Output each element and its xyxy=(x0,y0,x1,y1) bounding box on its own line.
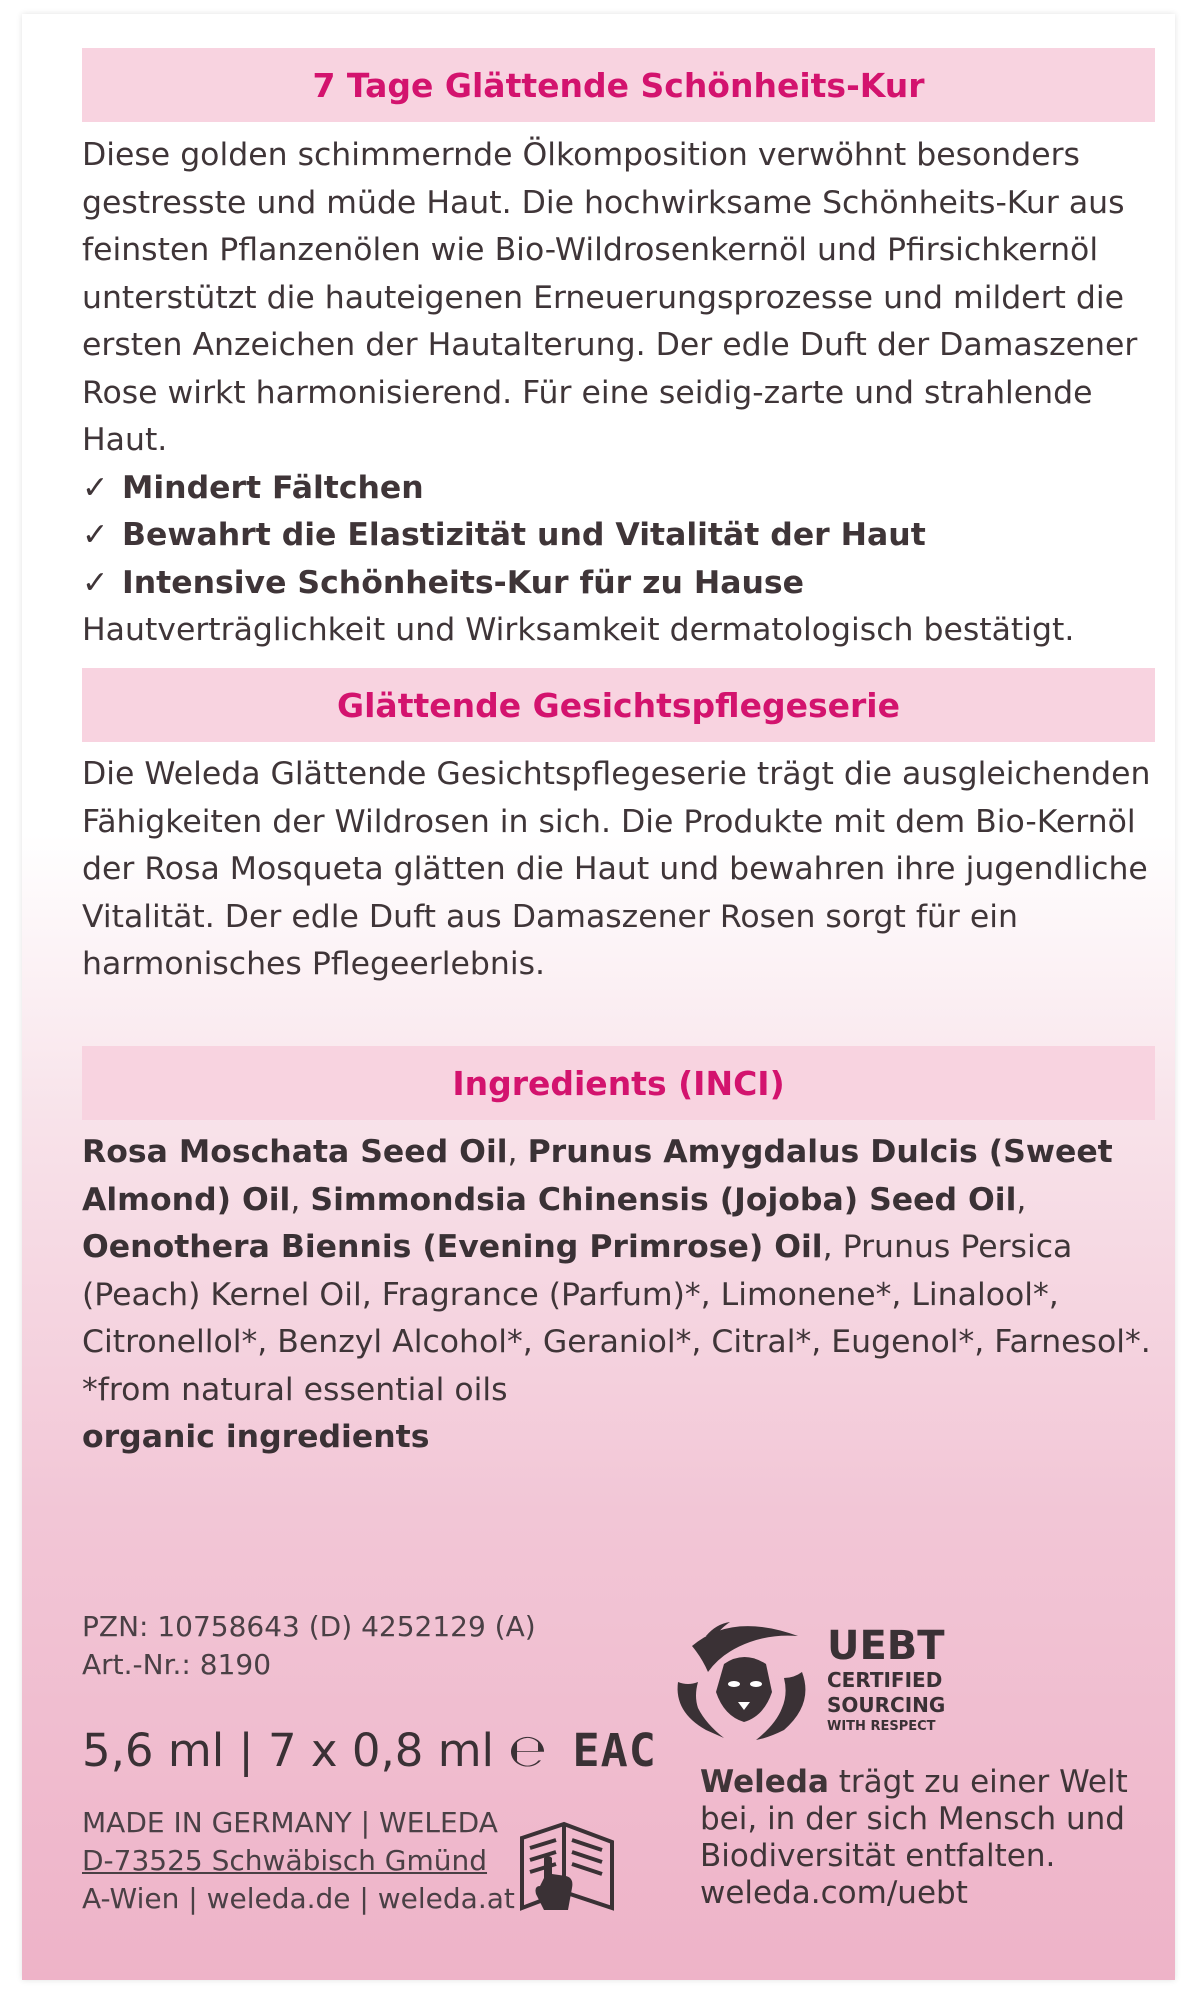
checkmark-icon: ✓ xyxy=(82,517,109,553)
uebt-title: UEBT xyxy=(827,1623,945,1669)
address-line: D-73525 Schwäbisch Gmünd xyxy=(82,1844,488,1877)
volume: 5,6 ml | 7 x 0,8 ml xyxy=(82,1724,495,1777)
uebt-certified: CERTIFIED xyxy=(827,1668,943,1692)
organic-ingredients-label: organic ingredients xyxy=(82,1419,430,1455)
ingredients-list xyxy=(82,1129,1162,1462)
organic-ingredient: Rosa Moschata Seed Oil xyxy=(82,1134,508,1170)
other-ingredients: Prunus Persica (Peach) Kernel Oil, Fragrance (Parfum)*, Limonene*, Linalool*, Citronellol*, Benzyl Alcohol*, Geraniol*, Citral*, Eugenol*, Farnesol*. xyxy=(82,1229,1151,1360)
checkmark-icon: ✓ xyxy=(82,469,109,506)
ingredients-footnote: *from natural essential oils xyxy=(82,1371,508,1408)
eac-mark-icon: EAC xyxy=(572,1724,657,1777)
uebt-logo-icon xyxy=(672,1612,822,1742)
pzn-code: PZN: 10758643 (D) 4252129 (A) xyxy=(82,1610,536,1643)
section-title-beauty-treatment: 7 Tage Glättende Schönheits-Kur xyxy=(82,48,1155,122)
section-beauty-treatment-body xyxy=(82,132,1162,655)
uebt-with-respect: WITH RESPECT xyxy=(827,1719,936,1734)
uebt-statement xyxy=(700,1764,1170,1912)
organic-ingredient: Prunus Amygdalus Dulcis (Sweet Almond) Oil xyxy=(82,1134,1113,1218)
uebt-url: weleda.com/uebt xyxy=(700,1875,968,1911)
checkmark-icon: ✓ xyxy=(82,564,109,601)
brand-name: Weleda xyxy=(700,1764,829,1800)
organic-ingredient: Simmondsia Chinensis (Jojoba) Seed Oil xyxy=(310,1181,1017,1218)
benefit-label: Bewahrt die Elastizität und Vitalität der Haut xyxy=(122,517,926,553)
uebt-statement-text: trägt zu einer Welt bei, in der sich Mensch und Biodiversität entfalten. xyxy=(700,1764,1128,1874)
beauty-treatment-description: Diese golden schimmernde Ölkomposition verwöhnt besonders gestresste und müde Haut. Die hochwirksame Schönheits-Kur aus feinsten Pflanzenölen wie Bio-Wildrosenkernöl und Pfirsichkernöl unterstützt die hauteigenen Erneuerungsprozesse und mildert die ersten Anzeichen der Hautalterung. Der edle Duft der Damaszener Rose wirkt harmonisierend. Für eine seidig-zarte und strahlende Haut. xyxy=(82,137,1138,458)
benefit-label: Mindert Fältchen xyxy=(122,469,424,506)
article-number: Art.-Nr.: 8190 xyxy=(82,1648,272,1681)
websites-line: A-Wien | weleda.de | weleda.at xyxy=(82,1882,515,1915)
uebt-logo-text xyxy=(827,1623,946,1734)
volume-line xyxy=(82,1724,657,1777)
benefit-item xyxy=(82,465,1162,513)
organic-ingredient: Oenothera Biennis (Evening Primrose) Oil xyxy=(82,1229,823,1265)
dermatological-note: Hautverträglichkeit und Wirksamkeit dermatologisch bestätigt. xyxy=(82,612,1075,648)
section-face-care-series-body xyxy=(82,751,1162,989)
benefit-item xyxy=(82,512,1162,560)
packaging-panel xyxy=(22,14,1175,1980)
face-care-series-description: Die Weleda Glättende Gesichtspflegeserie trägt die ausgleichenden Fähigkeiten der Wildrosen in sich. Die Produkte mit dem Bio-Kernöl der Rosa Mosqueta glätten die Haut und bewahren ihre jugendliche Vitalität. Der edle Duft aus Damaszener Rosen sorgt für ein harmonisches Pflegeerlebnis. xyxy=(82,756,1151,982)
made-in-line: MADE IN GERMANY | WELEDA xyxy=(82,1806,498,1839)
benefit-item xyxy=(82,560,1162,608)
product-codes xyxy=(82,1608,536,1684)
read-leaflet-icon xyxy=(514,1814,622,1920)
benefit-label: Intensive Schönheits-Kur für zu Hause xyxy=(122,564,805,601)
uebt-sourcing: SOURCING xyxy=(827,1693,946,1717)
inci-text: Rosa Moschata Seed Oil, Prunus Amygdalus Dulcis (Sweet Almond) Oil, Simmondsia Chinensis (Jojoba) Seed Oil, Oenothera Biennis (Evening Primrose) Oil, Prunus Persica (Peach) Kernel Oil, Fragrance (Parfum)*, Limonene*, Linalool*, Citronellol*, Benzyl Alcohol*, Geraniol*, Citral*, Eugenol*, Farnesol*. xyxy=(82,1134,1151,1360)
manufacturer-info xyxy=(82,1804,515,1918)
section-title-ingredients: Ingredients (INCI) xyxy=(82,1046,1155,1120)
estimated-sign-icon: ℮ xyxy=(508,1724,547,1777)
section-title-face-care-series: Glättende Gesichtspflegeserie xyxy=(82,668,1155,742)
